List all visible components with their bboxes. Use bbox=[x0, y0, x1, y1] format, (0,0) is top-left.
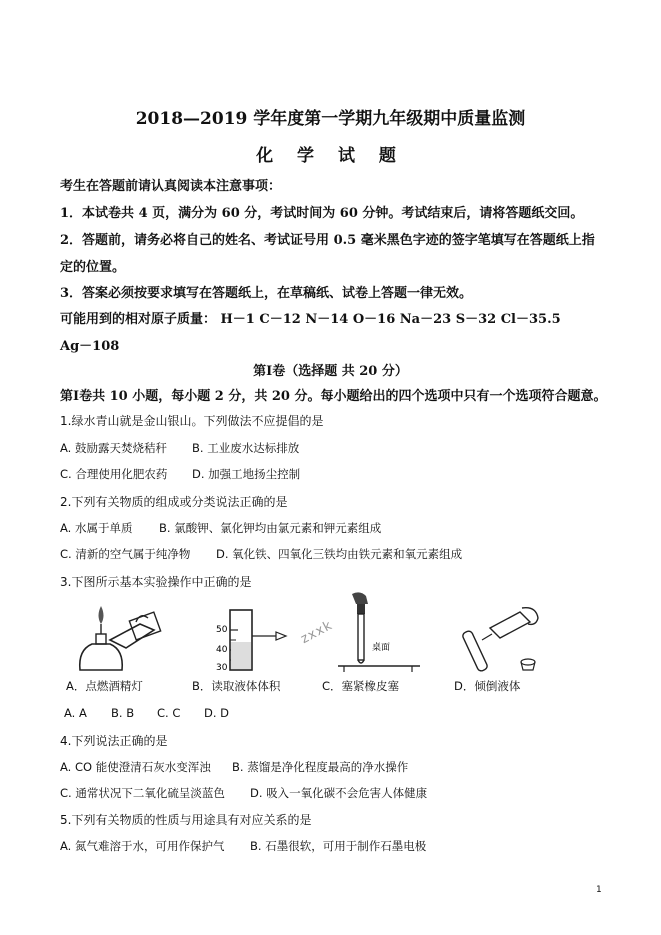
question-1-option-d: D. 加强工地扬尘控制 bbox=[192, 467, 301, 481]
notice-item-2-line-2: 定的位置。 bbox=[60, 260, 126, 275]
question-1-stem: 1.绿水青山就是金山银山。下列做法不应提倡的是 bbox=[60, 414, 324, 428]
question-3-option-b: B. B bbox=[111, 706, 135, 720]
pouring-liquid-illustration bbox=[450, 600, 560, 675]
question-3-option-c: C. C bbox=[157, 706, 181, 720]
question-1-option-a: A. 鼓励露天焚烧秸秆 bbox=[60, 441, 167, 455]
notice-item-2-line-1: 2．答题前，请务必将自己的姓名、考试证号用 0.5 毫米黑色字迹的签字笔填写在答题纸上指 bbox=[60, 233, 595, 248]
question-4-option-d: D. 吸入一氧化碳不会危害人体健康 bbox=[250, 786, 428, 800]
notice-item-1: 1．本试卷共 4 页，满分为 60 分，考试时间为 60 分钟。考试结束后，请将答题纸交回。 bbox=[60, 206, 584, 221]
figure-label-b: B．读取液体体积 bbox=[192, 679, 281, 693]
section-1-title: 第Ⅰ卷（选择题 共 20 分） bbox=[253, 364, 408, 379]
watermark-text: zxxk bbox=[298, 617, 336, 648]
question-2-stem: 2.下列有关物质的组成或分类说法正确的是 bbox=[60, 495, 288, 509]
atomic-masses-line-1: 可能用到的相对原子质量： H－1 C－12 N－14 O－16 Na－23 S－32 Cl－35.5 bbox=[60, 312, 561, 327]
question-2-option-a: A. 水属于单质 bbox=[60, 521, 133, 535]
question-3-stem: 3.下图所示基本实验操作中正确的是 bbox=[60, 575, 252, 589]
atomic-masses-line-2: Ag－108 bbox=[60, 339, 120, 354]
question-5-option-a: A. 氮气难溶于水，可用作保护气 bbox=[60, 839, 225, 853]
page-number: 1 bbox=[596, 885, 602, 895]
question-5-stem: 5.下列有关物质的性质与用途具有对应关系的是 bbox=[60, 813, 312, 827]
question-1-option-b: B. 工业废水达标排放 bbox=[192, 441, 300, 455]
experiment-figure bbox=[60, 600, 580, 700]
question-4-option-c: C. 通常状况下二氧化硫呈淡蓝色 bbox=[60, 786, 225, 800]
alcohol-lamp-illustration bbox=[70, 600, 170, 675]
page-subtitle: 化 学 试 题 bbox=[256, 146, 405, 166]
figure-label-d: D．倾倒液体 bbox=[454, 679, 521, 693]
question-3-option-a: A. A bbox=[64, 706, 87, 720]
question-3-option-d: D. D bbox=[204, 706, 230, 720]
question-4-option-a: A. CO 能使澄清石灰水变浑浊 bbox=[60, 760, 211, 774]
question-1-option-c: C. 合理使用化肥农药 bbox=[60, 467, 168, 481]
cylinder-mark-50: 50 bbox=[216, 625, 228, 635]
page-title: 2018—2019 学年度第一学期九年级期中质量监测 bbox=[135, 109, 526, 129]
notice-item-3: 3．答案必须按要求填写在答题纸上，在草稿纸、试卷上答题一律无效。 bbox=[60, 286, 473, 301]
figure-label-c: C．塞紧橡皮塞 bbox=[322, 679, 400, 693]
rubber-stopper-illustration bbox=[330, 590, 440, 675]
notice-heading: 考生在答题前请认真阅读本注意事项： bbox=[60, 179, 282, 194]
question-5-option-b: B. 石墨很软，可用于制作石墨电极 bbox=[250, 839, 427, 853]
figure-label-a: A．点燃酒精灯 bbox=[66, 679, 143, 693]
question-4-stem: 4.下列说法正确的是 bbox=[60, 734, 168, 748]
graduated-cylinder-illustration bbox=[190, 600, 300, 675]
section-1-intro: 第Ⅰ卷共 10 小题，每小题 2 分，共 20 分。每小题给出的四个选项中只有一个选项符合题意。 bbox=[60, 389, 607, 404]
cylinder-mark-40: 40 bbox=[216, 645, 228, 655]
question-4-option-b: B. 蒸馏是净化程度最高的净水操作 bbox=[232, 760, 409, 774]
table-surface-label: 桌面 bbox=[372, 643, 391, 653]
question-2-option-d: D. 氧化铁、四氧化三铁均由铁元素和氧元素组成 bbox=[216, 547, 463, 561]
question-2-option-c: C. 清新的空气属于纯净物 bbox=[60, 547, 191, 561]
question-2-option-b: B. 氯酸钾、氯化钾均由氯元素和钾元素组成 bbox=[159, 521, 382, 535]
cylinder-mark-30: 30 bbox=[216, 663, 228, 673]
